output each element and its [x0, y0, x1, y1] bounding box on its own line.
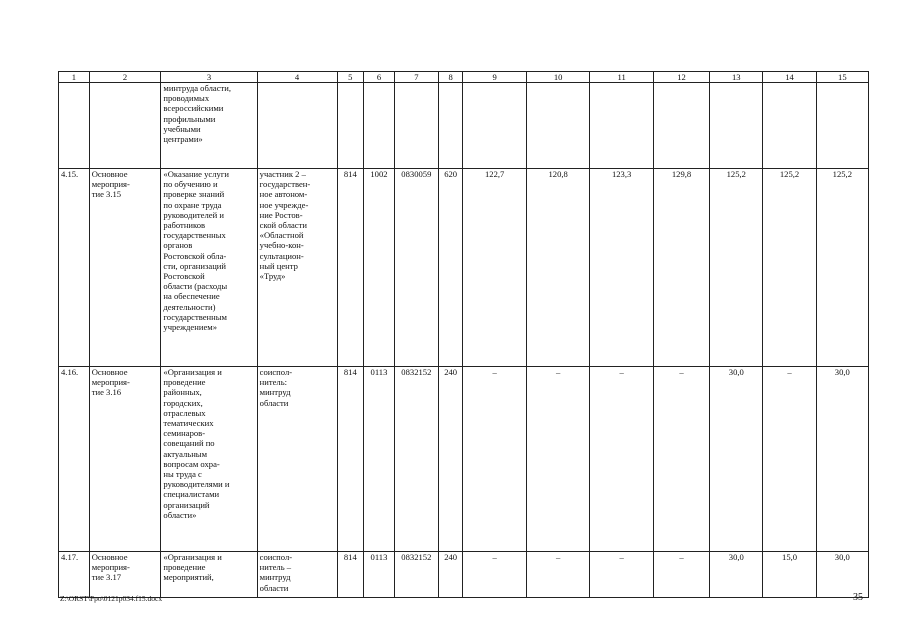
- value-cell: –: [763, 367, 816, 552]
- value-cell: –: [653, 552, 709, 598]
- value-cell: 129,8: [653, 169, 709, 367]
- row-number: 4.15.: [59, 169, 90, 367]
- executor: участник 2 – государствен- ное автоном- ное учрежде- ние Ростов- ской области «Областной учебно-кон- сультацион- ный центр «Труд»: [257, 169, 337, 367]
- value-cell: 120,8: [526, 169, 589, 367]
- vr-code: 240: [438, 367, 463, 552]
- csr-code: 0832152: [394, 367, 438, 552]
- activity-description: минтруда области, проводимых всероссийскими профильными учебными центрами»: [161, 83, 257, 169]
- column-header: 2: [89, 72, 161, 83]
- table-row: [59, 552, 869, 598]
- value-cell: 125,2: [710, 169, 763, 367]
- column-header: 11: [590, 72, 653, 83]
- value-cell: –: [590, 552, 653, 598]
- value-cell: –: [526, 367, 589, 552]
- activity-name: Основное мероприя- тие 3.16: [89, 367, 161, 552]
- value-cell: [463, 83, 526, 169]
- value-cell: 30,0: [816, 367, 868, 552]
- value-cell: [590, 83, 653, 169]
- activity-name: Основное мероприя- тие 3.15: [89, 169, 161, 367]
- csr-code: 0830059: [394, 169, 438, 367]
- column-header: 6: [364, 72, 395, 83]
- csr-code: 0832152: [394, 552, 438, 598]
- rzpr-code: 1002: [364, 169, 395, 367]
- grbs-code: 814: [337, 552, 364, 598]
- value-cell: 15,0: [763, 552, 816, 598]
- vr-code: 620: [438, 169, 463, 367]
- table-row: [59, 367, 869, 552]
- value-cell: –: [653, 367, 709, 552]
- value-cell: –: [590, 367, 653, 552]
- value-cell: –: [463, 367, 526, 552]
- column-header: 10: [526, 72, 589, 83]
- column-header: 8: [438, 72, 463, 83]
- value-cell: 30,0: [816, 552, 868, 598]
- activity-description: «Оказание услуги по обучению и проверке знаний по охране труда руководителей и работников государственных органов Ростовской обла- сти, организаций Ростовской области (расходы на обеспечение деятельности) государственным учреждением»: [161, 169, 257, 367]
- value-cell: [653, 83, 709, 169]
- column-header: 5: [337, 72, 364, 83]
- grbs-code: 814: [337, 367, 364, 552]
- value-cell: 125,2: [763, 169, 816, 367]
- csr-code: [394, 83, 438, 169]
- column-header: 14: [763, 72, 816, 83]
- column-header: 12: [653, 72, 709, 83]
- value-cell: –: [463, 552, 526, 598]
- row-number: [59, 83, 90, 169]
- page-number: 35: [853, 592, 863, 603]
- value-cell: 125,2: [816, 169, 868, 367]
- grbs-code: [337, 83, 364, 169]
- value-cell: [816, 83, 868, 169]
- rzpr-code: [364, 83, 395, 169]
- value-cell: 123,3: [590, 169, 653, 367]
- row-number: 4.16.: [59, 367, 90, 552]
- table-row: [59, 83, 869, 169]
- activity-name: [89, 83, 161, 169]
- column-header: 13: [710, 72, 763, 83]
- budget-table: [58, 71, 869, 598]
- column-header: 1: [59, 72, 90, 83]
- row-number: 4.17.: [59, 552, 90, 598]
- file-path-footer: Z:\ORST\Ppo\0121p034.f15.docx: [60, 594, 163, 603]
- value-cell: 30,0: [710, 367, 763, 552]
- activity-description: «Организация и проведение мероприятий,: [161, 552, 257, 598]
- column-header: 4: [257, 72, 337, 83]
- value-cell: [710, 83, 763, 169]
- column-header: 15: [816, 72, 868, 83]
- value-cell: [526, 83, 589, 169]
- value-cell: 122,7: [463, 169, 526, 367]
- executor: [257, 83, 337, 169]
- value-cell: 30,0: [710, 552, 763, 598]
- activity-name: Основное мероприя- тие 3.17: [89, 552, 161, 598]
- rzpr-code: 0113: [364, 552, 395, 598]
- vr-code: 240: [438, 552, 463, 598]
- table-row: [59, 169, 869, 367]
- executor: соиспол- нитель: минтруд области: [257, 367, 337, 552]
- activity-description: «Организация и проведение районных, городских, отраслевых тематических семинаров- совещаний по актуальным вопросам охра- ны труда с руководителями и специалистами организаций области»: [161, 367, 257, 552]
- vr-code: [438, 83, 463, 169]
- rzpr-code: 0113: [364, 367, 395, 552]
- grbs-code: 814: [337, 169, 364, 367]
- column-header: 3: [161, 72, 257, 83]
- column-header: 7: [394, 72, 438, 83]
- executor: соиспол- нитель – минтруд области: [257, 552, 337, 598]
- value-cell: –: [526, 552, 589, 598]
- table-header-row: [59, 72, 869, 83]
- value-cell: [763, 83, 816, 169]
- column-header: 9: [463, 72, 526, 83]
